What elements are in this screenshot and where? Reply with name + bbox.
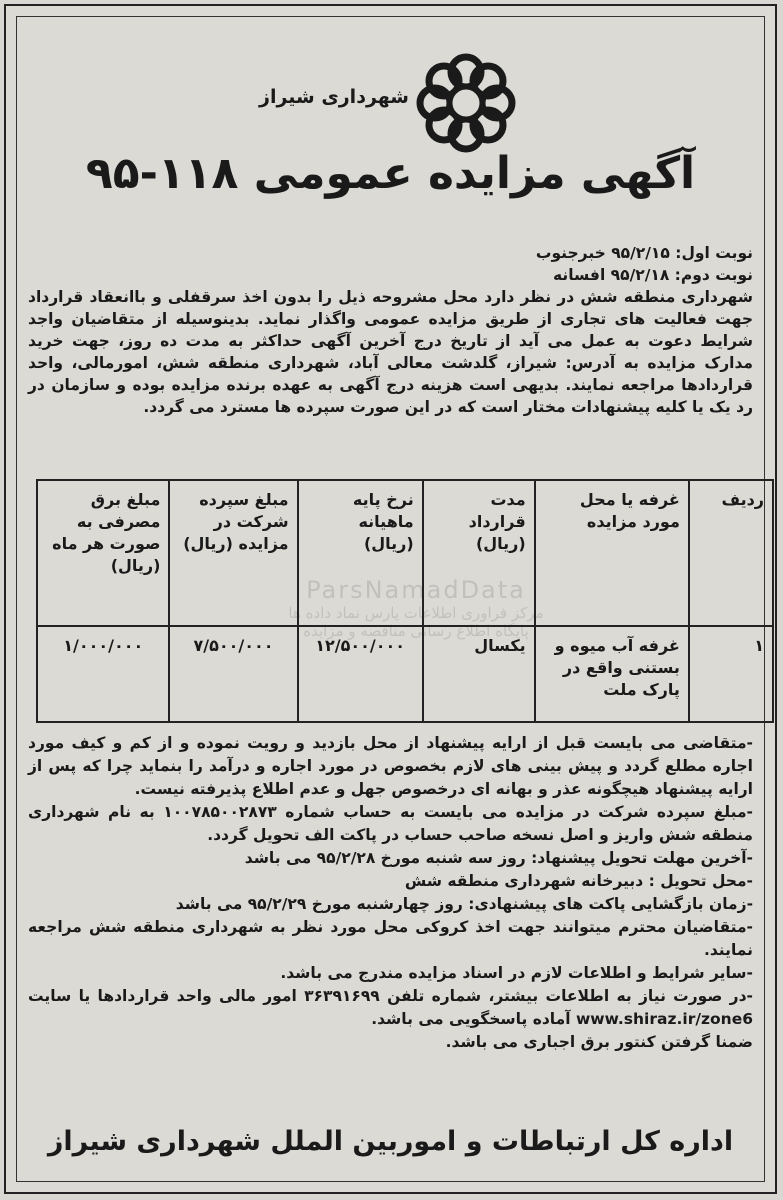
footer-issuer: اداره کل ارتباطات و اموربین الملل شهرداری شیراز <box>47 1126 734 1157</box>
col-header-base-rate: نرخ پایه ماهیانه (ریال) <box>298 480 423 626</box>
condition-item: -آخرین مهلت تحویل پیشنهاد: روز سه شنبه مورخ ۹۵/۲/۲۸ می باشد <box>244 849 753 867</box>
table-row <box>37 626 773 722</box>
condition-item: -سایر شرایط و اطلاعات لازم در اسناد مزایده مندرج می باشد. <box>280 964 753 982</box>
shiraz-municipality-logo <box>411 48 521 158</box>
condition-item: -متقاضی می بایست قبل از ارایه پیشنهاد از محل بازدید و رویت نموده و از کم و کیف مورد اجاره مطلع گردد و پیش بینی های لازم بخصوص در مورد اجاره و درآمد را بنماید چرا که پس از ارایه پیشنهاد هیچگونه عذر و بهانه ای درخصوص جهل و عدم اطلاع پذیرفته نیست. <box>28 734 753 798</box>
conditions-list <box>28 732 753 1054</box>
condition-item: -زمان بازگشایی پاکت های پیشنهادی: روز چهارشنبه مورخ ۹۵/۲/۲۹ می باشد <box>175 895 753 913</box>
watermark-tagline: مرکز فراوری اطلاعات پارس نماد داده ها <box>288 604 544 622</box>
col-header-booth: غرفه یا محل مورد مزایده <box>535 480 689 626</box>
condition-item: -محل تحویل : دبیرخانه شهرداری منطقه شش <box>404 872 753 890</box>
condition-item: -متقاضیان محترم میتوانند جهت اخذ کروکی محل مورد نظر به شهرداری منطقه شش مراجعه نمایند. <box>28 918 753 959</box>
condition-item: ضمنا گرفتن کنتور برق اجباری می باشد. <box>445 1033 753 1051</box>
organization-name: شهرداری شیراز <box>259 86 409 108</box>
col-header-row-number: ردیف <box>689 480 773 626</box>
cell-base-rate: ۱۲/۵۰۰/۰۰۰ <box>298 626 423 722</box>
watermark-portal: پایگاه اطلاع رسانی مناقصه و مزایده <box>303 622 529 640</box>
table-header-row <box>37 480 773 626</box>
col-header-duration: مدت قرارداد (ریال) <box>423 480 535 626</box>
col-header-electricity: مبلغ برق مصرفی به صورت هر ماه (ریال) <box>37 480 169 626</box>
notice-intro <box>28 242 753 418</box>
page-title: آگهی مزایده عمومی ۱۱۸-۹۵ <box>85 148 696 199</box>
watermark-brand: ParsNamadData <box>306 576 526 604</box>
cell-electricity: ۱/۰۰۰/۰۰۰ <box>37 626 169 722</box>
condition-item: -مبلغ سپرده شرکت در مزایده می بایست به حساب شماره ۱۰۰۷۸۵۰۰۲۸۷۳ به نام شهرداری منطقه شش واریز و اصل نسخه صاحب حساب در پاکت الف تحویل گردد. <box>28 803 753 844</box>
header <box>6 46 775 146</box>
cell-deposit: ۷/۵۰۰/۰۰۰ <box>169 626 297 722</box>
cell-row-number: ۱ <box>689 626 773 722</box>
notice-paragraph: شهرداری منطقه شش در نظر دارد محل مشروحه ذیل را بدون اخذ سرقفلی و باانعقاد قرارداد جهت فعالیت های تجاری از طریق مزایده عمومی واگذار نماید. بدینوسیله از متقاضیان واجد شرایط دعوت به عمل می آید از تاریخ درج آخرین آگهی حداکثر به مدت ده روز، جهت خرید مدارک مزایده به آدرس: شیراز، گلدشت معالی آباد، شهرداری منطقه شش، امورمالی، واحد قراردادها مراجعه نمایند. بدیهی است هزینه درج آگهی به عهده برنده مزایده بوده و سازمان در رد یک یا کلیه پیشنهادات مختار است که در این صورت سپرده ها مسترد می گردد. <box>28 288 753 416</box>
auction-table <box>36 479 774 723</box>
col-header-deposit: مبلغ سپرده شرکت در مزایده (ریال) <box>169 480 297 626</box>
condition-item: -در صورت نیاز به اطلاعات بیشتر، شماره تلفن ۳۶۳۹۱۶۹۹ امور مالی واحد قراردادها یا سایت www.shiraz.ir/zone6 آماده پاسخگویی می باشد. <box>28 987 753 1028</box>
cell-booth: غرفه آب میوه و بستنی واقع در پارک ملت <box>535 626 689 722</box>
publication-round-1: نوبت اول: ۹۵/۲/۱۵ خبرجنوب <box>535 244 753 262</box>
advertisement-page <box>4 4 777 1194</box>
publication-round-2: نوبت دوم: ۹۵/۲/۱۸ افسانه <box>552 266 753 284</box>
cell-duration: یکسال <box>423 626 535 722</box>
